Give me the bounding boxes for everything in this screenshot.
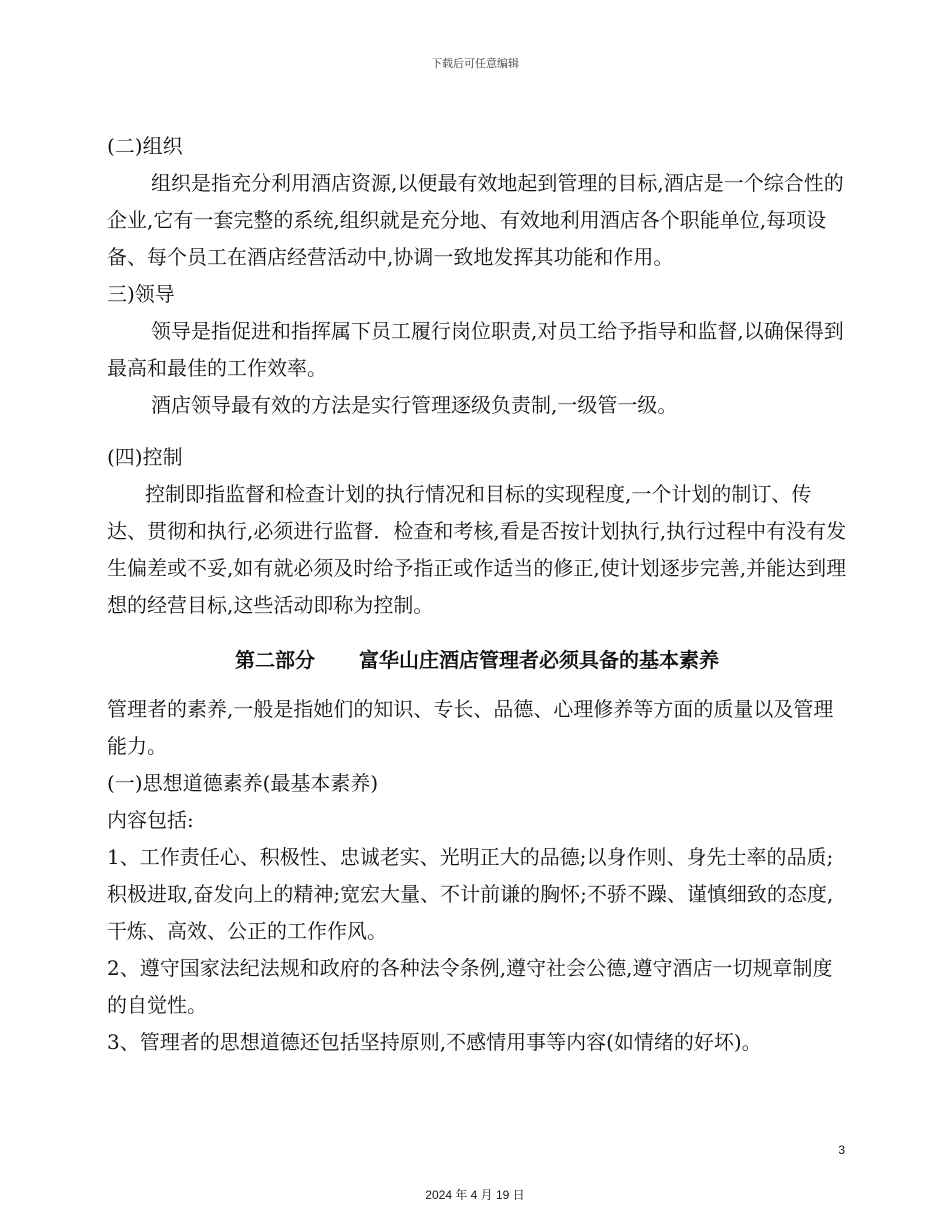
paragraph-leadership-2: 酒店领导最有效的方法是实行管理逐级负责制,一级管一级。 [151, 393, 678, 417]
paragraph-contains: 内容包括: [107, 808, 194, 832]
paragraph-organization: 组织是指充分利用酒店资源,以便最有效地起到管理的目标,酒店是一个综合性的企业,它有一套完整的系统,组织就是充分地、有效地利用酒店各个职能单位,每项设备、每个员工在酒店经营活动中,协调一致地发挥其功能和作用。 [107, 171, 844, 269]
document-body [107, 128, 847, 1061]
heading-control: (四)控制 [107, 445, 183, 469]
list-item-3: 3、管理者的思想道德还包括坚持原则,不感情用事等内容(如情绪的好坏)。 [107, 1030, 762, 1054]
page-footer-date: 2024 年 4 月 19 日 [425, 1188, 525, 1202]
section-part-label: 第二部分 [235, 648, 315, 672]
paragraph-leadership-1: 领导是指促进和指挥属下员工履行岗位职责,对员工给予指导和监督,以确保得到最高和最佳的工作效率。 [107, 319, 844, 380]
page-header: 下载后可任意编辑 [431, 57, 519, 70]
section-title-text: 富华山庄酒店管理者必须具备的基本素养 [359, 648, 719, 672]
heading-moral: (一)思想道德素养(最基本素养) [107, 771, 379, 795]
list-item-1: 1、工作责任心、积极性、忠诚老实、光明正大的品德;以身作则、身先士率的品质;积极进取,奋发向上的精神;宽宏大量、不计前谦的胸怀;不骄不躁、谨慎细致的态度,干炼、高效、公正的工作作风。 [107, 845, 834, 943]
heading-organization: (二)组织 [107, 134, 183, 158]
list-item-2: 2、遵守国家法纪法规和政府的各种法令条例,遵守社会公德,遵守酒店一切规章制度的自觉性。 [107, 956, 833, 1017]
heading-leadership: 三)领导 [107, 282, 175, 306]
page-number: 3 [838, 1143, 845, 1157]
paragraph-control: 控制即指监督和检查计划的执行情况和目标的实现程度,一个计划的制订、传达、贯彻和执行,必须进行监督．检查和考核,看是否按计划执行,执行过程中有没有发生偏差或不妥,如有就必须及时给予指正或作适当的修正,使计划逐步完善,并能达到理想的经营目标,这些活动即称为控制。 [107, 482, 847, 617]
section-title [107, 642, 847, 679]
paragraph-intro: 管理者的素养,一般是指她们的知识、专长、品德、心理修养等方面的质量以及管理能力。 [107, 697, 834, 758]
